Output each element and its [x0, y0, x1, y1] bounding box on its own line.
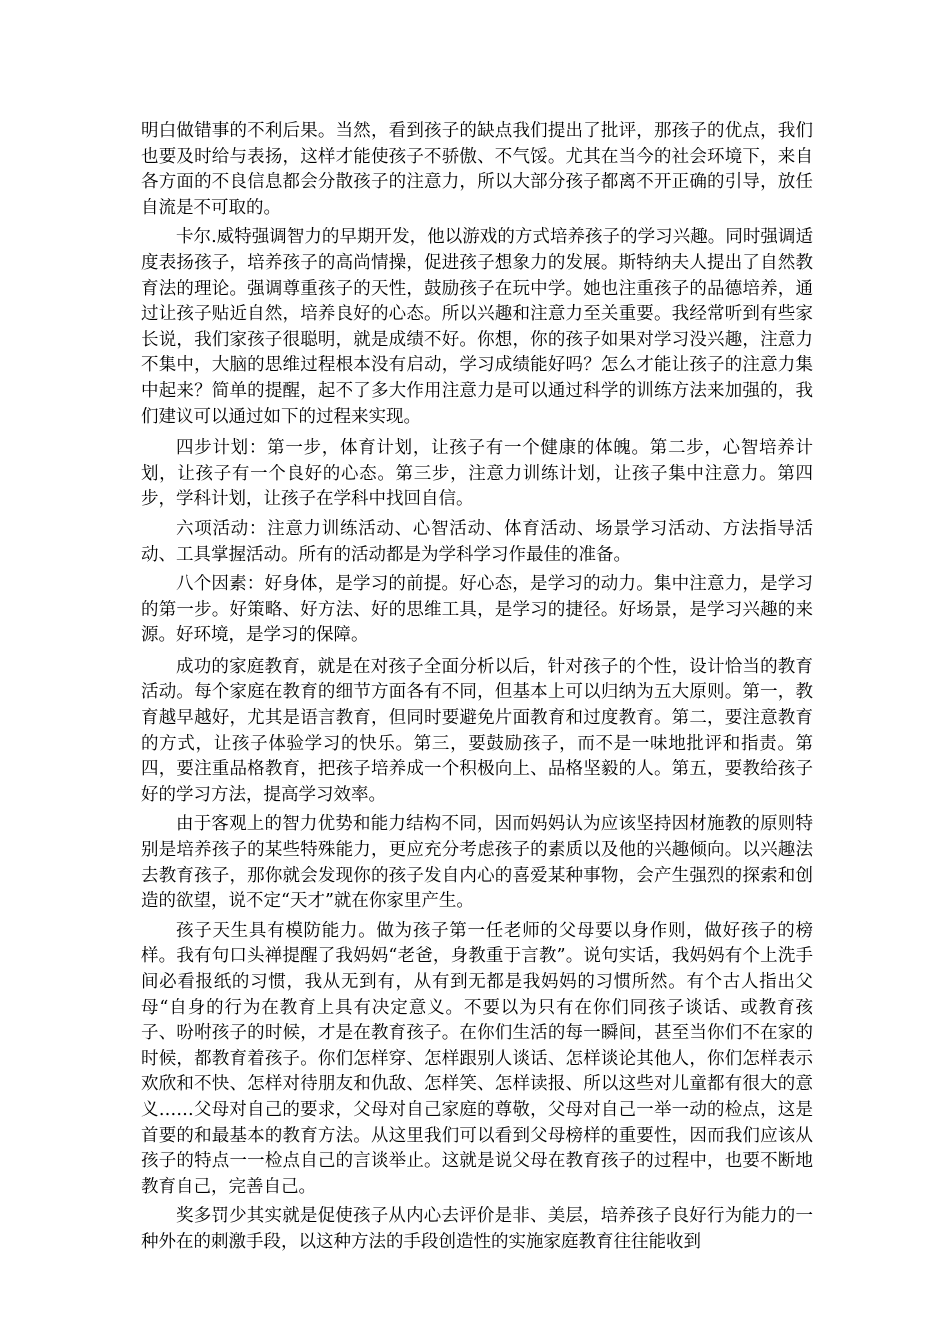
paragraph-eight-factors: 八个因素：好身体，是学习的前提。好心态，是学习的动力。集中注意力，是学习的第一步。好策略、好方法、好的思维工具，是学习的捷径。好场景，是学习兴趣的来源。好环境，是学习的保障。	[141, 574, 813, 646]
paragraph-karl-witte: 卡尔.威特强调智力的早期开发，他以游戏的方式培养孩子的学习兴趣。同时强调适度表扬孩子，培养孩子的高尚情操，促进孩子想象力的发展。斯特纳夫人提出了自然教育法的理论。强调尊重孩子的天性，鼓励孩子在玩中学。她也注重孩子的品德培养，通过让孩子贴近自然，培养良好的心态。所以兴趣和注意力至关重要。我经常听到有些家长说，我们家孩子很聪明，就是成绩不好。你想，你的孩子如果对学习没兴趣，注意力不集中，大脑的思维过程根本没有启动，学习成绩能好吗？怎么才能让孩子的注意力集中起来？简单的提醒，起不了多大作用注意力是可以通过科学的训练方法来加强的，我们建议可以通过如下的过程来实现。	[141, 227, 813, 427]
paragraph-continuation: 明白做错事的不利后果。当然，看到孩子的缺点我们提出了批评，那孩子的优点，我们也要及时给与表扬，这样才能使孩子不骄傲、不气馁。尤其在当今的社会环境下，来自各方面的不良信息都会分散孩子的注意力，所以大部分孩子都离不开正确的引导，放任自流是不可取的。	[141, 121, 813, 218]
paragraph-five-principles: 成功的家庭教育，就是在对孩子全面分析以后，针对孩子的个性，设计恰当的教育活动。每个家庭在教育的细节方面各有不同，但基本上可以归纳为五大原则。第一，教育越早越好，尤其是语言教育，但同时要避免片面教育和过度教育。第二，要注意教育的方式，让孩子体验学习的快乐。第三，要鼓励孩子，而不是一味地批评和指责。第四，要注重品格教育，把孩子培养成一个积极向上、品格坚毅的人。第五，要教给孩子好的学习方法，提高学习效率。	[141, 656, 813, 805]
paragraph-six-activities: 六项活动：注意力训练活动、心智活动、体育活动、场景学习活动、方法指导活动、工具掌握活动。所有的活动都是为学科学习作最佳的准备。	[141, 518, 813, 565]
document-page	[141, 119, 813, 1256]
paragraph-four-step-plan: 四步计划：第一步，体育计划，让孩子有一个健康的体魄。第二步，心智培养计划，让孩子有一个良好的心态。第三步，注意力训练计划，让孩子集中注意力。第四步，学科计划，让孩子在学科中找回自信。	[141, 438, 813, 510]
paragraph-teach-by-aptitude: 由于客观上的智力优势和能力结构不同，因而妈妈认为应该坚持因材施教的原则特别是培养孩子的某些特殊能力，更应充分考虑孩子的素质以及他的兴趣倾向。以兴趣法去教育孩子，那你就会发现你的孩子发自内心的喜爱某种事物，会产生强烈的探索和创造的欲望，说不定“天才”就在你家里产生。	[141, 814, 813, 912]
paragraph-role-model: 孩子天生具有模防能力。做为孩子第一任老师的父母要以身作则，做好孩子的榜样。我有句口头禅提醒了我妈妈“老爸，身教重于言教”。说句实话，我妈妈有个上洗手间必看报纸的习惯，我从无到有，从有到无都是我妈妈的习惯所然。有个古人指出父母“自身的行为在教育上具有决定意义。不要以为只有在你们同孩子谈话、或教育孩子、吩咐孩子的时候，才是在教育孩子。在你们生活的每一瞬间，甚至当你们不在家的时候，都教育着孩子。你们怎样穿、怎样跟别人谈话、怎样谈论其他人，你们怎样表示欢欣和不快、怎样对待朋友和仇敌、怎样笑、怎样读报、所以这些对儿童都有很大的意义……父母对自己的要求，父母对自己家庭的尊敬，父母对自己一举一动的检点，这是首要的和最基本的教育方法。从这里我们可以看到父母榜样的重要性，因而我们应该从孩子的特点一一检点自己的言谈举止。这就是说父母在教育孩子的过程中，也要不断地教育自己，完善自己。	[141, 920, 813, 1197]
paragraph-reward-punishment: 奖多罚少其实就是促使孩子从内心去评价是非、美层，培养孩子良好行为能力的一种外在的刺激手段，以这种方法的手段创造性的实施家庭教育往往能收到	[141, 1206, 813, 1252]
